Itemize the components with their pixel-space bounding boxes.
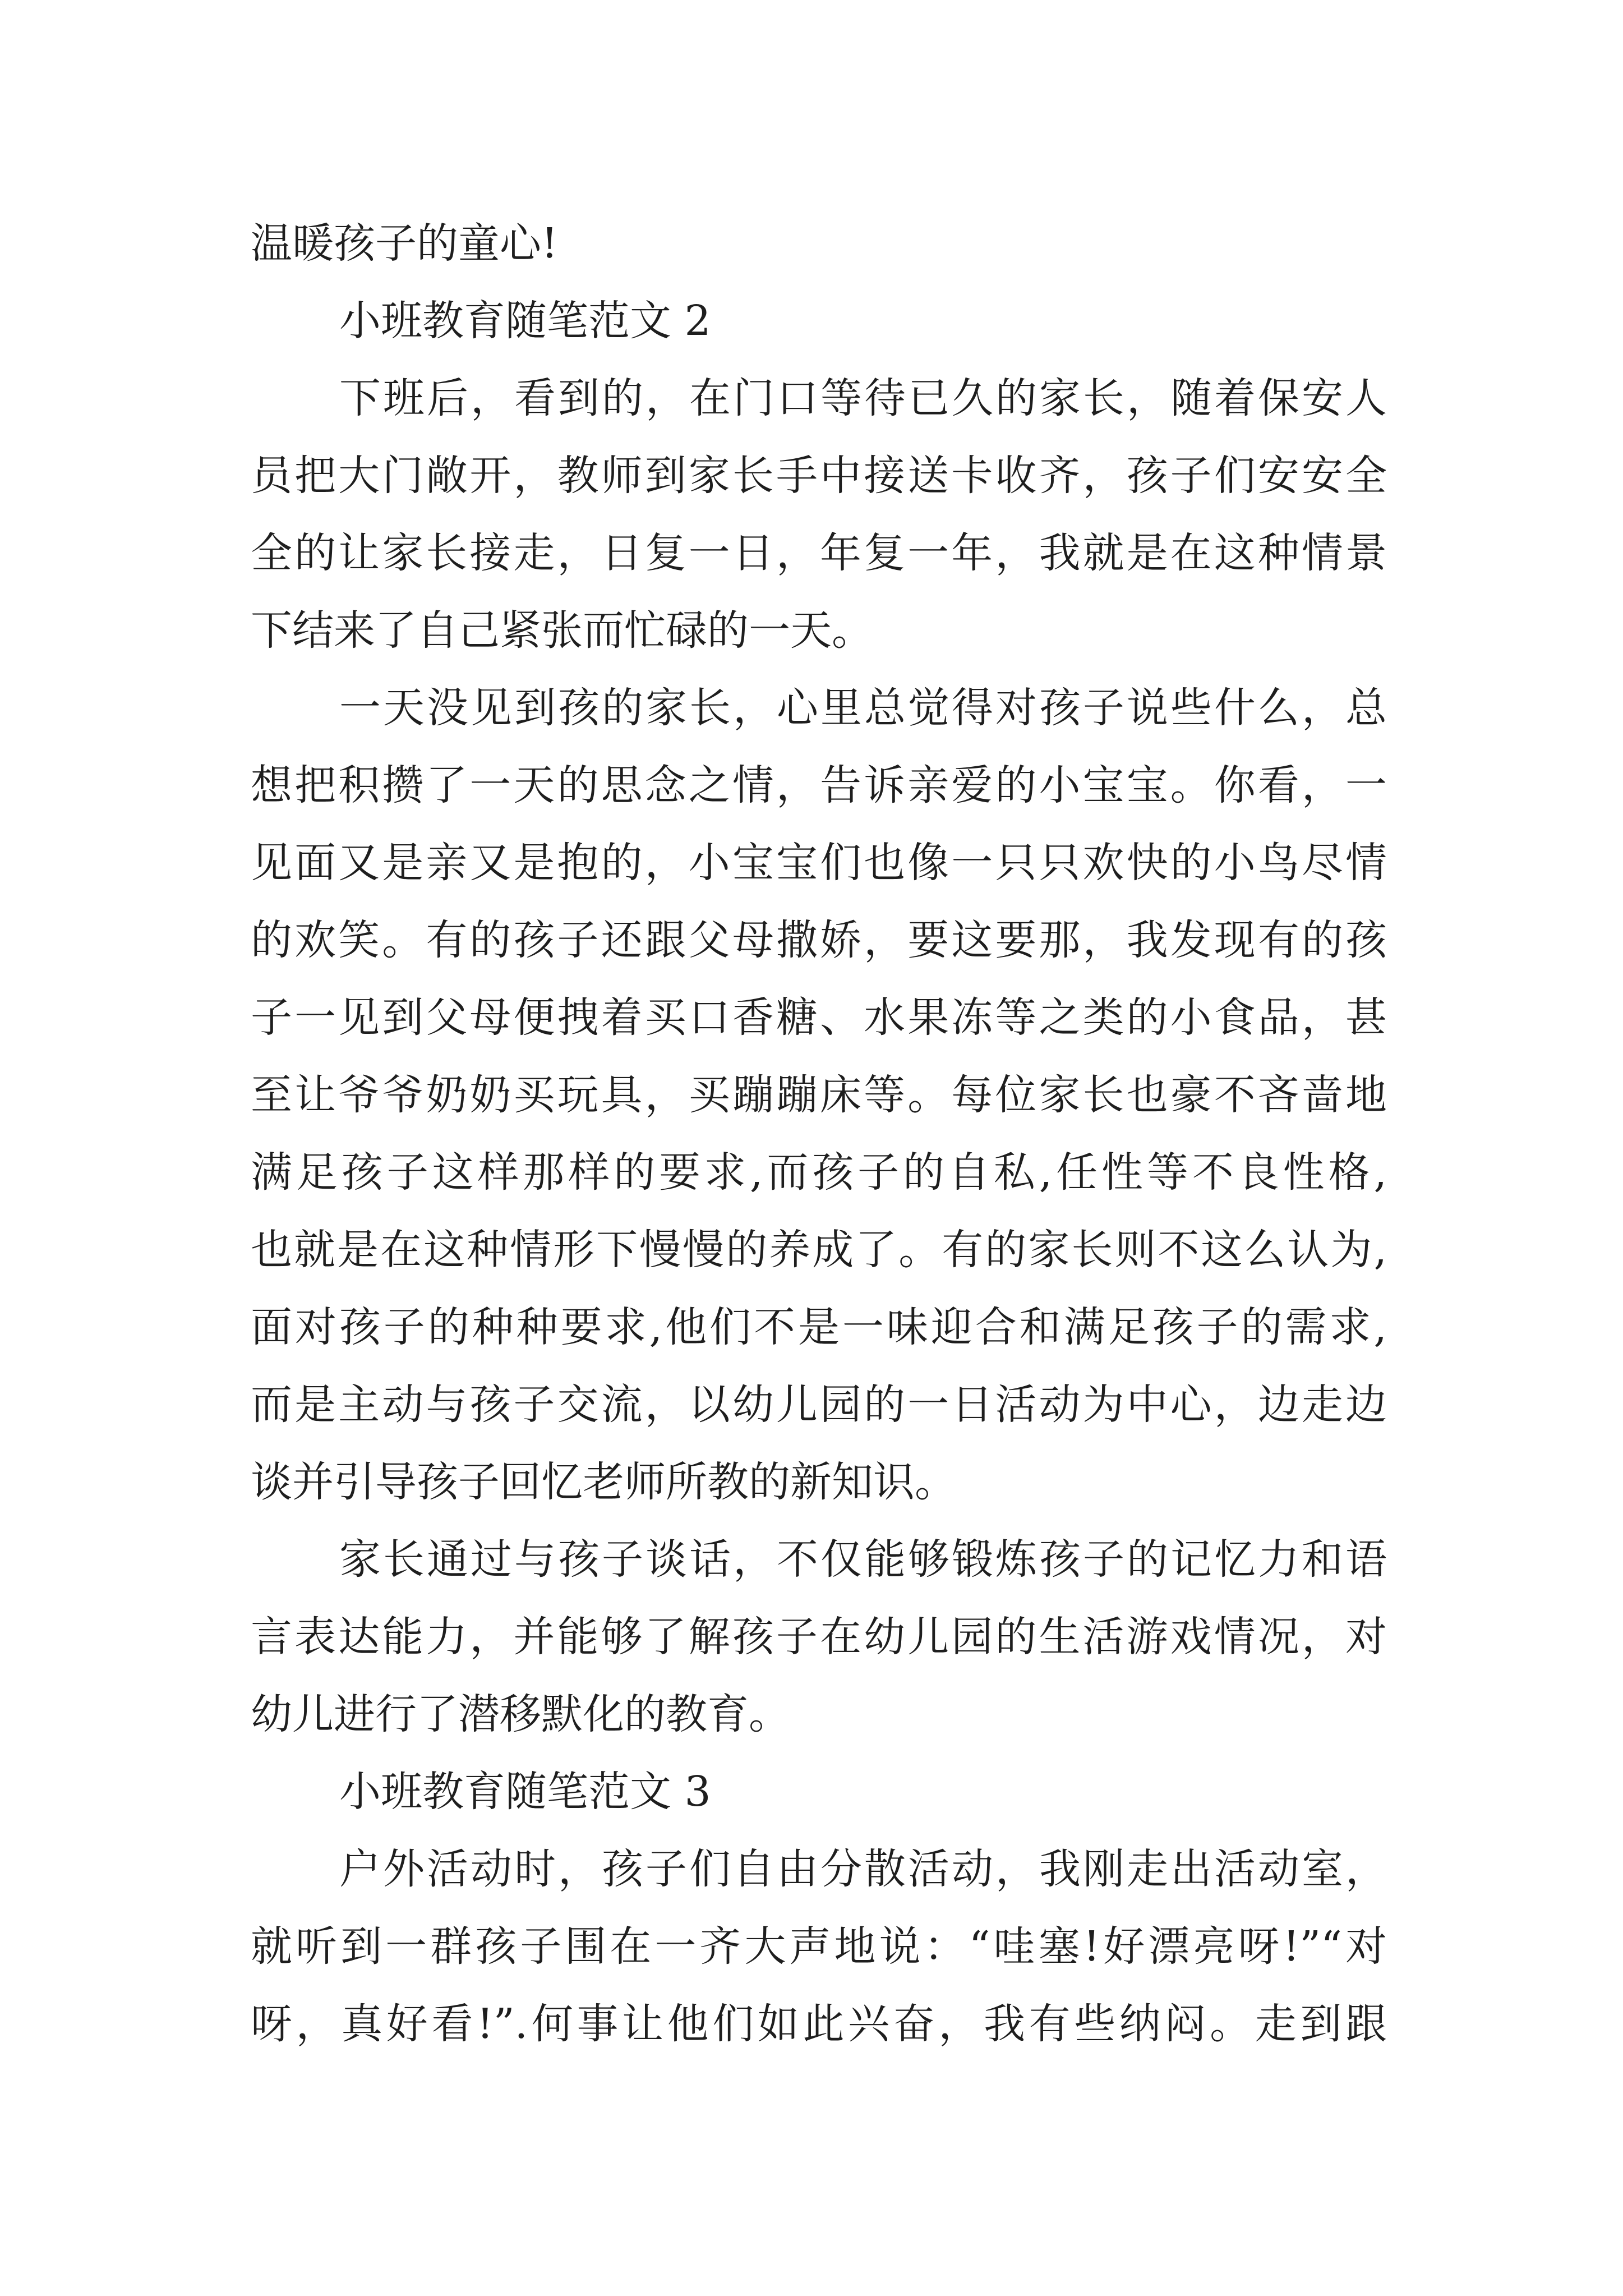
text-line: 至让爷爷奶奶买玩具，买蹦蹦床等。每位家长也豪不吝啬地 — [251, 1071, 1387, 1119]
section-heading: 小班教育随笔范文 3 — [339, 1768, 711, 1816]
paragraph — [251, 1830, 1387, 2063]
text-line: 言表达能力，并能够了解孩子在幼儿园的生活游戏情况，对 — [251, 1613, 1387, 1661]
text-line: 也就是在这种情形下慢慢的养成了。有的家长则不这么认为, — [251, 1226, 1387, 1274]
text-line: 下班后，看到的，在门口等待已久的家长，随着保安人 — [339, 374, 1387, 422]
document-body — [251, 205, 1387, 2063]
paragraph — [251, 360, 1387, 669]
text-line: 全的让家长接走，日复一日，年复一年，我就是在这种情景 — [251, 529, 1387, 577]
text-line: 幼儿进行了潜移默化的教育。 — [251, 1690, 790, 1738]
text-line: 户外活动时，孩子们自由分散活动，我刚走出活动室， — [339, 1845, 1387, 1893]
text-line: 员把大门敞开，教师到家长手中接送卡收齐，孩子们安安全 — [251, 452, 1387, 500]
section-heading: 小班教育随笔范文 2 — [339, 297, 711, 345]
text-line: 就听到一群孩子围在一齐大声地说：“哇塞!好漂亮呀!”“对 — [251, 1922, 1387, 1971]
paragraph — [251, 1521, 1387, 1753]
text-line: 面对孩子的种种要求,他们不是一味迎合和满足孩子的需求, — [251, 1303, 1387, 1351]
text-line: 而是主动与孩子交流，以幼儿园的一日活动为中心，边走边 — [251, 1381, 1387, 1429]
text-line: 想把积攒了一天的思念之情，告诉亲爱的小宝宝。你看，一 — [251, 761, 1387, 809]
text-line: 满足孩子这样那样的要求,而孩子的自私,任性等不良性格, — [251, 1148, 1387, 1197]
text-line: 下结来了自己紧张而忙碌的一天。 — [251, 606, 873, 655]
text-line: 见面又是亲又是抱的，小宝宝们也像一只只欢快的小鸟尽情 — [251, 839, 1387, 887]
continued-paragraph-line: 温暖孩子的童心! — [251, 219, 558, 268]
text-line: 谈并引导孩子回忆老师所教的新知识。 — [251, 1458, 956, 1506]
text-line: 子一见到父母便拽着买口香糖、水果冻等之类的小食品，甚 — [251, 993, 1387, 1042]
text-line: 家长通过与孩子谈话，不仅能够锻炼孩子的记忆力和语 — [339, 1535, 1387, 1584]
paragraph — [251, 669, 1387, 1521]
text-line: 的欢笑。有的孩子还跟父母撒娇，要这要那，我发现有的孩 — [251, 916, 1387, 964]
text-line: 呀，真好看!”.何事让他们如此兴奋，我有些纳闷。走到跟 — [251, 2000, 1387, 2048]
text-line: 一天没见到孩的家长，心里总觉得对孩子说些什么，总 — [339, 684, 1387, 732]
